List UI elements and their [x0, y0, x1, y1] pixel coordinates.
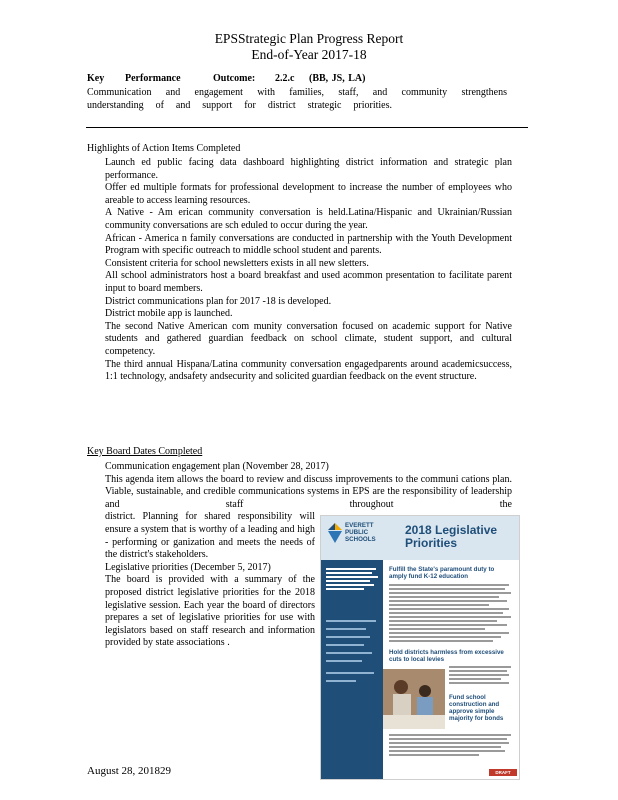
highlight-item-text: District mobile app is launched.: [105, 308, 233, 320]
kpo-code: 2.2.c: [275, 73, 295, 84]
flyer-title-line2: Priorities: [405, 536, 458, 550]
eps-logo-text: [345, 523, 376, 543]
flyer-body-text: [449, 666, 513, 686]
highlight-item-text: African - America n family conversations are conducted in partnership with the Youth Development Program with specific outreach to middle school student and parents.: [105, 232, 512, 257]
bullet-icon: [87, 182, 105, 207]
flyer-draft-badge: DRAFT: [489, 769, 517, 776]
logo-line-everett: EVERETT: [345, 522, 374, 529]
flyer-photo: [383, 669, 445, 729]
bullet-icon: [87, 258, 105, 271]
legislative-priorities-flyer: [320, 515, 520, 780]
flyer-title-line1: 2018 Legislative: [405, 523, 498, 537]
flyer-sidebar-line: [326, 636, 370, 638]
flyer-body-text: [389, 734, 513, 758]
list-item: [87, 562, 315, 575]
flyer-quote: [326, 568, 380, 592]
bullet-icon: [87, 321, 105, 359]
report-title: EPSStrategic Plan Progress Report: [214, 31, 404, 46]
highlight-item-text: The third annual Hispana/Latina community conversation engagedparents around academicsuccess, 1:1 technology, andsafety andsecurity and solicited guardian feedback on the event structure.: [105, 358, 512, 383]
bullet-icon: [87, 270, 105, 295]
highlight-item-text: Launch ed public facing data dashboard highlighting district information and strategic plan performance.: [105, 157, 512, 181]
list-item: [87, 233, 512, 258]
board-item-body: The board is provided with a summary of the proposed district legislative priorities for the 2018 legislative session. Each year the board of directors prepares a set of legislative priorities for use with legislators based on staff research and information provided by state associations .: [105, 574, 315, 649]
logo-line-public: PUBLIC: [345, 528, 369, 536]
board-item-body-continued: district. Planning for shared responsibility will ensure a system that is worthy of a leading and high - performing or ganization and meets the needs of the district's stakeholders.: [105, 511, 315, 561]
flyer-subheading: Fulfill the State's paramount duty to amply fund K-12 education: [389, 566, 495, 580]
students-photo-icon: [383, 669, 445, 729]
footer-date: August 28, 2018: [87, 765, 161, 777]
board-dates-heading: Key Board Dates Completed: [87, 446, 203, 457]
highlights-list: [87, 157, 512, 384]
kpo-description-line2: understanding of and support for district strategic priorities.: [87, 100, 392, 111]
page-footer: [87, 765, 171, 777]
kpo-owners: (BB, JS, LA): [309, 73, 366, 84]
footer-page-number: 29: [160, 765, 172, 777]
list-item: [87, 321, 512, 359]
flyer-body-text: [389, 584, 513, 644]
highlight-item-text: The second Native American com munity conversation focused on academic support for Native students and gathered guardian feedback on school climate, student support, and cultural competency.: [105, 320, 512, 357]
flyer-sidebar-line: [326, 652, 372, 654]
bullet-icon: [87, 207, 105, 232]
flyer-sidebar-line: [326, 620, 376, 622]
flyer-header: [321, 516, 519, 560]
flyer-sidebar-line: [326, 644, 364, 646]
kpo-word-performance: Performance: [125, 73, 181, 84]
list-item: [87, 270, 512, 295]
bullet-icon: [87, 233, 105, 258]
highlight-item-text: Consistent criteria for school newsletters exists in all new sletters.: [105, 257, 369, 269]
highlight-item-text: Offer ed multiple formats for professional development to increase the number of employees who areable to access learning resources.: [105, 182, 512, 206]
list-item: [87, 258, 512, 271]
bullet-icon: [87, 157, 105, 182]
kpo-word-outcome: Outcome:: [213, 73, 256, 84]
kpo-description-line1: Communication and engagement with families, staff, and community strengthens: [87, 87, 507, 98]
highlight-item-text: A Native - Am erican community conversation is held.Latina/Hispanic and Ukrainian/Russian community conversations are sch eduled to occur during the year.: [105, 207, 512, 231]
section-divider: [86, 127, 528, 128]
flyer-sidebar-line: [326, 672, 374, 674]
bullet-icon: [87, 562, 105, 575]
flyer-title: [405, 524, 497, 550]
highlight-item-text: All school administrators host a board breakfast and used acommon presentation to facilitate parent input to board members.: [105, 270, 512, 294]
list-item: [87, 359, 512, 384]
flyer-sidebar-line: [326, 680, 356, 682]
highlight-item-text: District communications plan for 2017 -18 is developed.: [105, 295, 332, 307]
list-item: [87, 182, 512, 207]
eps-logo-icon: [327, 522, 343, 544]
flyer-sidebar: [321, 560, 383, 779]
board-item-title: Legislative priorities (December 5, 2017): [105, 561, 271, 573]
board-item-body: This agenda item allows the board to review and discuss improvements to the communi cations plan. Viable, sustainable, and credible communications systems in EPS are the responsibility of leadership and staff throughout the: [105, 473, 512, 510]
bullet-icon: [87, 308, 105, 321]
flyer-subheading: Hold districts harmless from excessive cuts to local levies: [389, 649, 504, 663]
kpo-label: [87, 73, 365, 84]
logo-line-schools: SCHOOLS: [345, 535, 376, 543]
list-item: [87, 296, 512, 309]
flyer-subheading: Fund school construction and approve simple majority for bonds: [449, 694, 504, 722]
list-item: [87, 157, 512, 182]
kpo-word-key: Key: [87, 73, 105, 84]
list-item: [87, 461, 512, 474]
flyer-sidebar-line: [326, 628, 366, 630]
list-item: [87, 308, 512, 321]
list-item: [87, 207, 512, 232]
bullet-icon: [87, 461, 105, 474]
bullet-icon: [87, 296, 105, 309]
bullet-icon: [87, 359, 105, 384]
report-subtitle: End-of-Year 2017-18: [251, 47, 367, 62]
board-item-title: Communication engagement plan (November 28, 2017): [105, 461, 329, 472]
flyer-sidebar-line: [326, 660, 362, 662]
highlights-heading: Highlights of Action Items Completed: [87, 143, 241, 154]
